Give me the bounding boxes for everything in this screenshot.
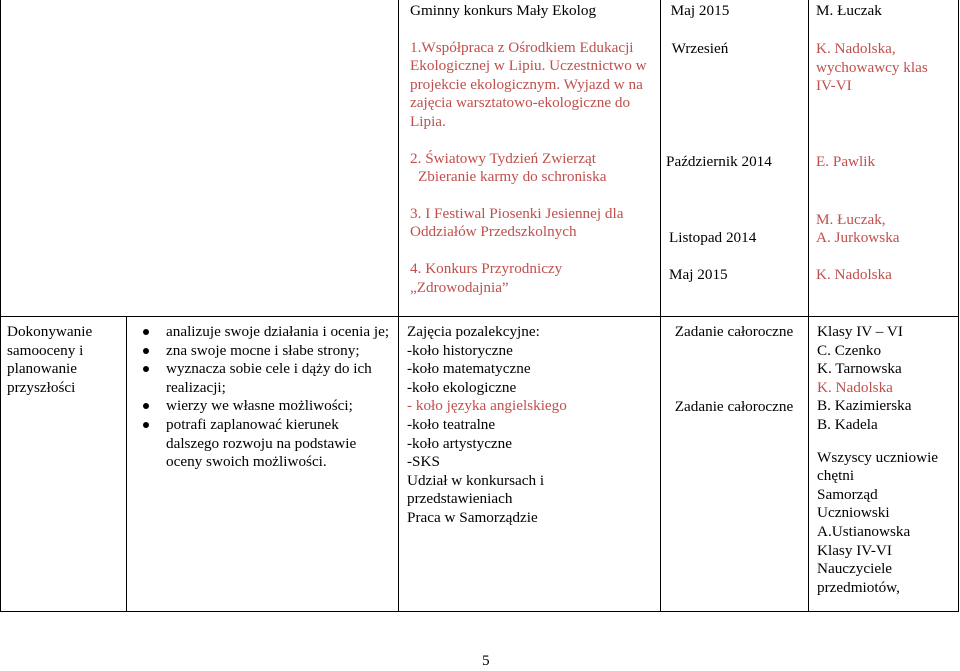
activity-line: -koło ekologiczne (407, 378, 517, 396)
activities-heading: Zajęcia pozalekcyjne: (407, 323, 540, 340)
term-cell (662, 323, 806, 416)
table-border-col2 (126, 316, 127, 612)
activity-item-2-title: 2. Światowy Tydzień Zwierząt (410, 149, 596, 167)
top-activity-cell (410, 2, 656, 297)
person-line: K. Nadolska (817, 378, 893, 396)
person-1: K. Nadolska, wychowawcy klas IV-VI (816, 40, 928, 95)
date-2: Październik 2014 (666, 153, 772, 170)
person-line: B. Kazimierska (817, 397, 912, 415)
activity-line: Praca w Samorządzie (407, 508, 538, 526)
table-border-left (0, 0, 1, 612)
person-line: Wszyscy uczniowie chętni (817, 448, 939, 485)
activity-line: -koło teatralne (407, 415, 496, 433)
bullet-icon (143, 403, 149, 409)
goal-item: analizuje swoje działania i ocenia je; (130, 323, 392, 342)
activity-item-3: 3. I Festiwal Piosenki Jesiennej dla Oddziałów Przedszkolnych (410, 204, 624, 241)
table-border-right (958, 0, 959, 612)
table-border-col3 (398, 0, 399, 612)
term-2: Zadanie całoroczne (674, 397, 794, 415)
person-2: E. Pawlik (816, 153, 876, 170)
table-border-bottom (0, 611, 959, 612)
goals-list (130, 323, 392, 472)
activity-item-1: 1.Współpraca z Ośrodkiem Edukacji Ekologicznej w Lipiu. Uczestnictwo w projekcie ekologicznym. Wyjazd w na zajęcia warsztatowo-ekologiczne do Lipia. (410, 38, 647, 130)
activity-item-2-detail: Zbieranie karmy do schroniska (418, 168, 607, 186)
contest-heading: Gminny konkurs Mały Ekolog (410, 2, 597, 19)
person-line: Klasy IV-VI (817, 541, 892, 559)
activity-line: Udział w konkursach i przedstawieniach (407, 471, 545, 508)
activity-line: -koło artystyczne (407, 434, 513, 452)
activity-line: -koło matematyczne (407, 360, 531, 378)
goal-item: wyznacza sobie cele i dąży do ich realizacji; (130, 360, 392, 397)
person-line: C. Czenko (817, 341, 882, 359)
person-3-line1: M. Łuczak, (816, 211, 886, 228)
goal-item: zna swoje mocne i słabe strony; (130, 342, 392, 361)
person-line: Nauczyciele przedmiotów, (817, 560, 900, 596)
person-line: Samorząd Uczniowski (817, 485, 890, 522)
table-border-col5 (808, 0, 809, 612)
date-4: Maj 2015 (669, 266, 728, 283)
person-0: M. Łuczak (816, 2, 882, 19)
activity-item-4-subtitle: „Zdrowodajnia” (410, 278, 509, 296)
date-3: Listopad 2014 (669, 229, 757, 246)
person-line: B. Kadela (817, 415, 878, 433)
activities-cell (407, 323, 655, 528)
bullet-icon (143, 329, 149, 335)
area-label: Dokonywanie samooceny i planowanie przyszłości (7, 323, 93, 396)
area-cell (7, 323, 119, 397)
activity-item-4-title: 4. Konkurs Przyrodniczy (410, 259, 563, 277)
person-line: Klasy IV – VI (817, 323, 903, 340)
bullet-icon (143, 422, 149, 428)
date-0: Maj 2015 (670, 2, 730, 19)
person-4: K. Nadolska (816, 266, 892, 283)
goal-item: potrafi zaplanować kierunek dalszego rozwoju na podstawie oceny swoich możliwości. (130, 416, 392, 472)
activity-line: -koło historyczne (407, 341, 513, 359)
goals-cell (130, 323, 392, 472)
person-line: A.Ustianowska (817, 522, 911, 540)
persons-cell (817, 323, 955, 597)
table-border-col4 (660, 0, 661, 612)
bullet-icon (143, 366, 149, 372)
person-line: K. Tarnowska (817, 360, 902, 378)
date-1: Wrzesień (671, 40, 729, 57)
activity-line: -SKS (407, 453, 440, 471)
table-row-divider (0, 316, 959, 317)
page-number: 5 (482, 652, 490, 669)
goal-item: wierzy we własne możliwości; (130, 397, 392, 416)
person-3-line2: A. Jurkowska (816, 229, 900, 246)
bullet-icon (143, 348, 149, 354)
activity-line: - koło języka angielskiego (407, 397, 567, 415)
term-1: Zadanie całoroczne (674, 323, 794, 340)
